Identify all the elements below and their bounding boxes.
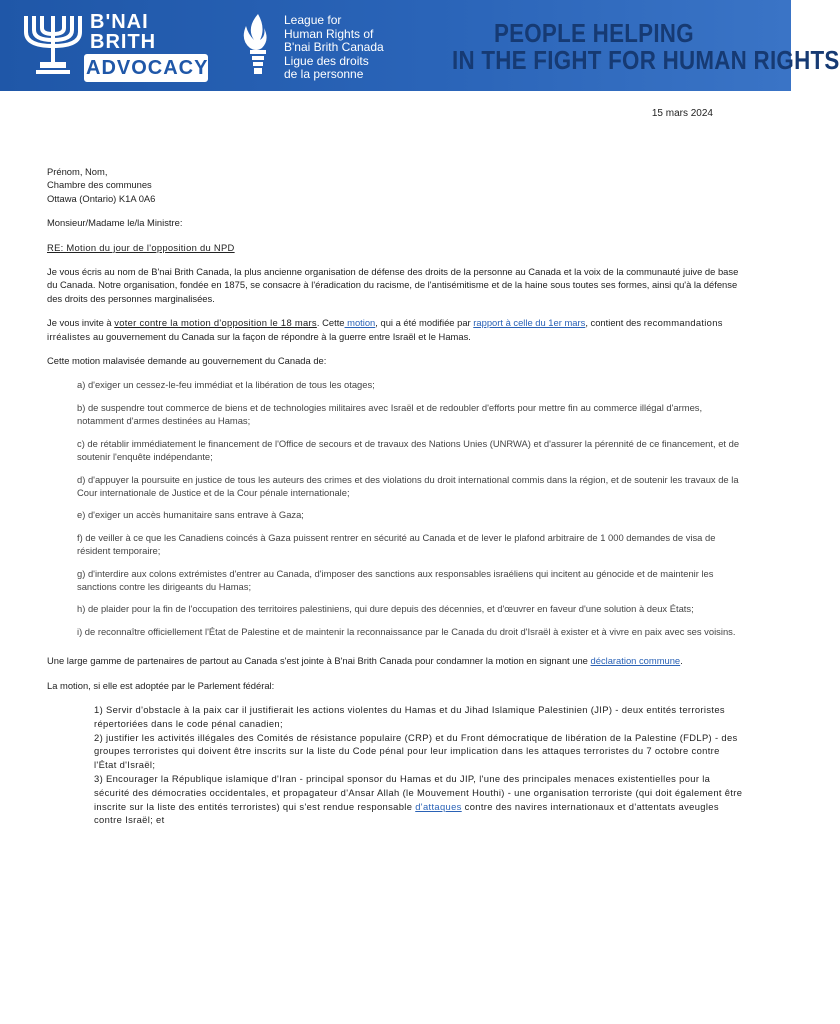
list-item: h) de plaider pour la fin de l'occupation des territoires palestiniens, qui dure depuis des décennies, et d'œuvrer en faveur d'une solution à deux États; bbox=[77, 603, 694, 615]
list-item: b) de suspendre tout commerce de biens et de technologies militaires avec Israël et de redoubler d'efforts pour mettre fin au commerce illégal d'armes, notamment d'armes destinées au Hamas; bbox=[77, 401, 703, 427]
invite-text: , contient des bbox=[585, 317, 644, 329]
advocacy-badge: ADVOCACY bbox=[84, 54, 208, 82]
invite-text: au gouvernement du Canada sur la façon de répondre à la guerre entre Israël et le Hamas. bbox=[90, 330, 471, 342]
partners-text: . bbox=[680, 655, 683, 667]
league-line: League for bbox=[284, 13, 342, 27]
invite-paragraph bbox=[47, 316, 740, 343]
league-line: Ligue des droits bbox=[284, 53, 369, 68]
attacks-link[interactable]: d'attaques bbox=[415, 800, 462, 812]
salutation: Monsieur/Madame le/la Ministre: bbox=[47, 217, 183, 229]
consequences-list bbox=[94, 703, 744, 827]
consequence-text: contre des navires internationaux et d'attentats aveugles contre Israël; et bbox=[94, 800, 719, 826]
org-name bbox=[90, 12, 156, 52]
list-item bbox=[94, 772, 744, 827]
joint-declaration-link[interactable]: déclaration commune bbox=[590, 655, 681, 667]
partners-text: Une large gamme de partenaires de partout au Canada s'est jointe à B'nai Brith Canada pour condamner la motion en signant une bbox=[47, 655, 591, 667]
slogan-line1: PEOPLE HELPING bbox=[493, 18, 694, 48]
invite-text: , qui a été modifiée par bbox=[375, 317, 474, 329]
demand-intro: Cette motion malavisée demande au gouvernement du Canada de: bbox=[47, 355, 327, 367]
org-name-line2: BRITH bbox=[90, 31, 157, 53]
intro-paragraph: Je vous écris au nom de B'nai Brith Canada, la plus ancienne organisation de défense des droits de la personne au Canada et la voix de la communauté juive de base du Canada. Notre organisation, fondée en 1875, se consacre à l'éradication du racisme, de l'antisémitisme et de la haine sous toutes ses formes, ainsi qu'à la défense des droits des personnes marginalisées. bbox=[47, 266, 739, 304]
vote-against-text: voter contre la motion d'opposition le 18 mars bbox=[114, 317, 317, 329]
list-item: a) d'exiger un cessez-le-feu immédiat et la libération de tous les otages; bbox=[77, 379, 375, 391]
invite-text: Je vous invite à bbox=[47, 317, 115, 329]
recipient-line: Ottawa (Ontario) K1A 0A6 bbox=[47, 192, 156, 204]
league-name bbox=[284, 14, 444, 82]
header-banner bbox=[0, 0, 840, 91]
league-line: de la personne bbox=[284, 67, 364, 81]
list-item: c) de rétablir immédiatement le financement de l'Office de secours et de travaux des Nations Unies (UNRWA) et d'assurer la pérennité de ce financement, et de soutenir l'enquête indépendante; bbox=[77, 437, 740, 463]
league-line: Human Rights of bbox=[284, 26, 374, 41]
letter-date: 15 mars 2024 bbox=[651, 108, 713, 119]
invite-text: . Cette bbox=[316, 317, 345, 329]
org-name-line1: B'NAI bbox=[90, 11, 149, 33]
slogan bbox=[452, 18, 840, 75]
adopted-intro: La motion, si elle est adoptée par le Parlement fédéral: bbox=[47, 679, 275, 691]
report-link[interactable]: rapport à celle du 1er mars bbox=[473, 317, 586, 329]
letter-body bbox=[47, 165, 743, 827]
league-line: B'nai Brith Canada bbox=[284, 40, 384, 54]
torch-logo-icon bbox=[236, 10, 278, 76]
slogan-line2: IN THE FIGHT FOR HUMAN RIGHTS bbox=[452, 45, 840, 75]
list-item: 2) justifier les activités illégales des Comités de résistance populaire (CRP) et du Front démocratique de libération de la Palestine (FDLP) - des groupes terroristes qui doivent être inscrits sur la liste du Code pénal pour leur implication dans les attaques terroristes du 7 octobre contre l'État d'Israël; bbox=[94, 731, 738, 771]
list-item: i) de reconnaître officiellement l'État de Palestine et de maintenir la reconnaissance par le Canada du droit d'Israël à exister et à vivre en paix avec ses voisins. bbox=[77, 625, 736, 637]
list-item: e) d'exiger un accès humanitaire sans entrave à Gaza; bbox=[77, 509, 304, 521]
recipient-line: Prénom, Nom, bbox=[47, 166, 108, 177]
partners-paragraph bbox=[47, 654, 740, 667]
re-line: RE: Motion du jour de l'opposition du NPD bbox=[47, 241, 235, 253]
demands-list bbox=[77, 378, 740, 638]
menorah-logo-icon bbox=[20, 12, 86, 76]
consequence-text: 3) Encourager la République islamique d'Iran - principal sponsor du Hamas et du JIP, l'une des principales menaces existentielles pour la sécurité des démocraties occidentales, et propagateur d'Ansar Allah (le Mouvement Houthi) - une organisation terroriste (qui doit également être inscrite sur la liste des entités terroristes) qui s'est rendue responsable bbox=[94, 772, 743, 812]
motion-link[interactable]: motion bbox=[344, 317, 376, 329]
invite-text: recommandations irréalistes bbox=[47, 317, 723, 342]
list-item: g) d'interdire aux colons extrémistes d'entrer au Canada, d'imposer des sanctions aux responsables israéliens qui incitent au génocide et de maintenir les sanctions contre les dirigeants du Hamas; bbox=[77, 567, 714, 592]
list-item: f) de veiller à ce que les Canadiens coincés à Gaza puissent rentrer en sécurité au Canada et de lever le plafond arbitraire de 1 000 demandes de visa de résident temporaire; bbox=[77, 531, 716, 557]
list-item: 1) Servir d'obstacle à la paix car il justifierait les actions violentes du Hamas et du Jihad Islamique Palestinien (JIP) - deux entités terroristes répertoriées dans le code pénal canadien; bbox=[94, 703, 725, 729]
list-item: d) d'appuyer la poursuite en justice de tous les auteurs des crimes et des violations du droit international commis dans la région, et de soutenir les travaux de la Cour internationale de Justice et de la Cour pénale internationale; bbox=[77, 473, 739, 498]
recipient-address bbox=[47, 165, 740, 205]
recipient-line: Chambre des communes bbox=[47, 179, 152, 191]
